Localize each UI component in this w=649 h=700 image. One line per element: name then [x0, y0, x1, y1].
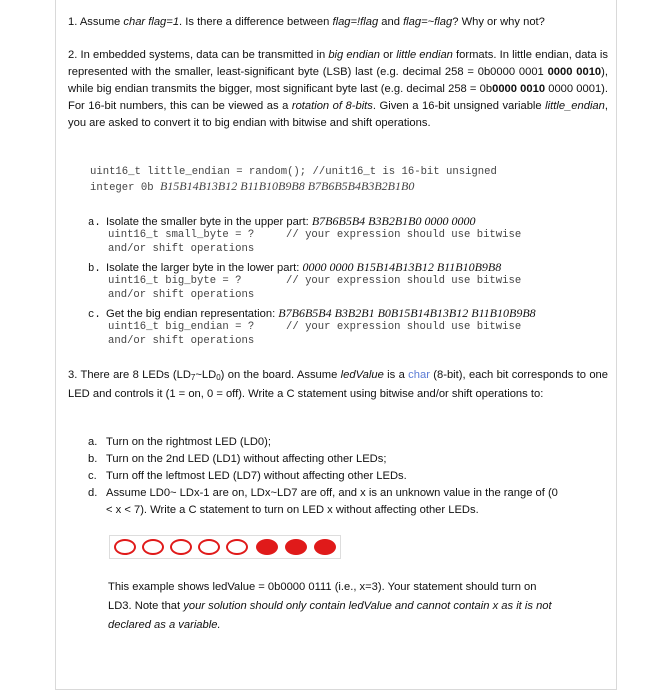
part-a-code-2: and/or shift operations	[108, 243, 255, 255]
led-4	[198, 539, 220, 555]
example-line-2: LD3. Note that your solution should only contain ledValue and cannot contain x as it is not	[108, 600, 552, 612]
part-b-code-1: uint16_t big_byte = ? // your expression should use bitwise	[108, 275, 522, 287]
led-6	[142, 539, 164, 555]
led-1	[285, 539, 307, 555]
part-a-code-1: uint16_t small_byte = ? // your expression should use bitwise	[108, 229, 522, 241]
q3-item-b: b. Turn on the 2nd LED (LD1) without affecting other LEDs;	[88, 453, 387, 465]
q3-item-c: c. Turn off the leftmost LED (LD7) without affecting other LEDs.	[88, 470, 407, 482]
q3-item-a: a. Turn on the rightmost LED (LD0);	[88, 436, 271, 448]
example-line-1: This example shows ledValue = 0b0000 0111 (i.e., x=3). Your statement should turn on	[108, 581, 537, 593]
part-c-code-1: uint16_t big_endian = ? // your expression should use bitwise	[108, 321, 522, 333]
led-0	[314, 539, 336, 555]
code-line-2: integer 0b B15B14B13B12 B11B10B9B8 B7B6B5B4B3B2B1B0	[90, 179, 415, 194]
part-c-code-2: and/or shift operations	[108, 335, 255, 347]
part-c: c. Get the big endian representation: B7B6B5B4 B3B2B1 B0B15B14B13B12 B11B10B9B8	[88, 306, 536, 321]
question-3: 3. There are 8 LEDs $(LD_7\sim LD_0)$ on the board. Assume ledValue is a char (8-bit), each bit corresponds to one LED and controls it (1 = on, 0 = off). Write a C statement using bitwise and/or shift operations to:	[68, 369, 609, 400]
question-number: 3.	[68, 369, 78, 381]
bit-sequence: B15B14B13B12 B11B10B9B8 B7B6B5B4B3B2B1B0	[159, 179, 415, 193]
led-2	[256, 539, 278, 555]
question-number: 2.	[68, 49, 78, 61]
q3-item-d: d. Assume LD0~ LDx-1 are on, LDx~LD7 are off, and x is an unknown value in the range of (0	[88, 487, 558, 499]
example-line-3: declared as a variable.	[108, 619, 221, 631]
question-number: 1.	[68, 16, 78, 28]
led-7	[114, 539, 136, 555]
led-5	[170, 539, 192, 555]
part-b-code-2: and/or shift operations	[108, 289, 255, 301]
question-2: 2. In embedded systems, data can be transmitted in big endian or little endian formats. In little endian, data is represented with the smaller, least-significant byte (LSB) last (e.g. decimal 258 = 0b0000 0001 0000 0010), while big endian transmits the bigger, most significant byte last (e.g. decimal 258 = 0b0000 0010 0000 0001). For 16-bit numbers, this can be viewed as a rotation of 8-bits. Given a 16-bit unsigned variable little_endian, you are asked to convert it to big endian with bitwise and shift operations.	[68, 49, 609, 129]
question-1: 1. Assume char flag=1. Is there a difference between flag=!flag and flag=~flag? Why or why not?	[68, 16, 545, 28]
q3-item-d-cont: < x < 7). Write a C statement to turn on LED x without affecting other LEDs.	[106, 504, 479, 516]
code-line-1: uint16_t little_endian = random(); //unit16_t is 16-bit unsigned	[90, 166, 497, 178]
part-a: a. Isolate the smaller byte in the upper part: B7B6B5B4 B3B2B1B0 0000 0000	[88, 214, 476, 229]
part-b: b. Isolate the larger byte in the lower part: 0000 0000 B15B14B13B12 B11B10B9B8	[88, 260, 502, 275]
led-row	[109, 535, 341, 559]
led-3	[226, 539, 248, 555]
